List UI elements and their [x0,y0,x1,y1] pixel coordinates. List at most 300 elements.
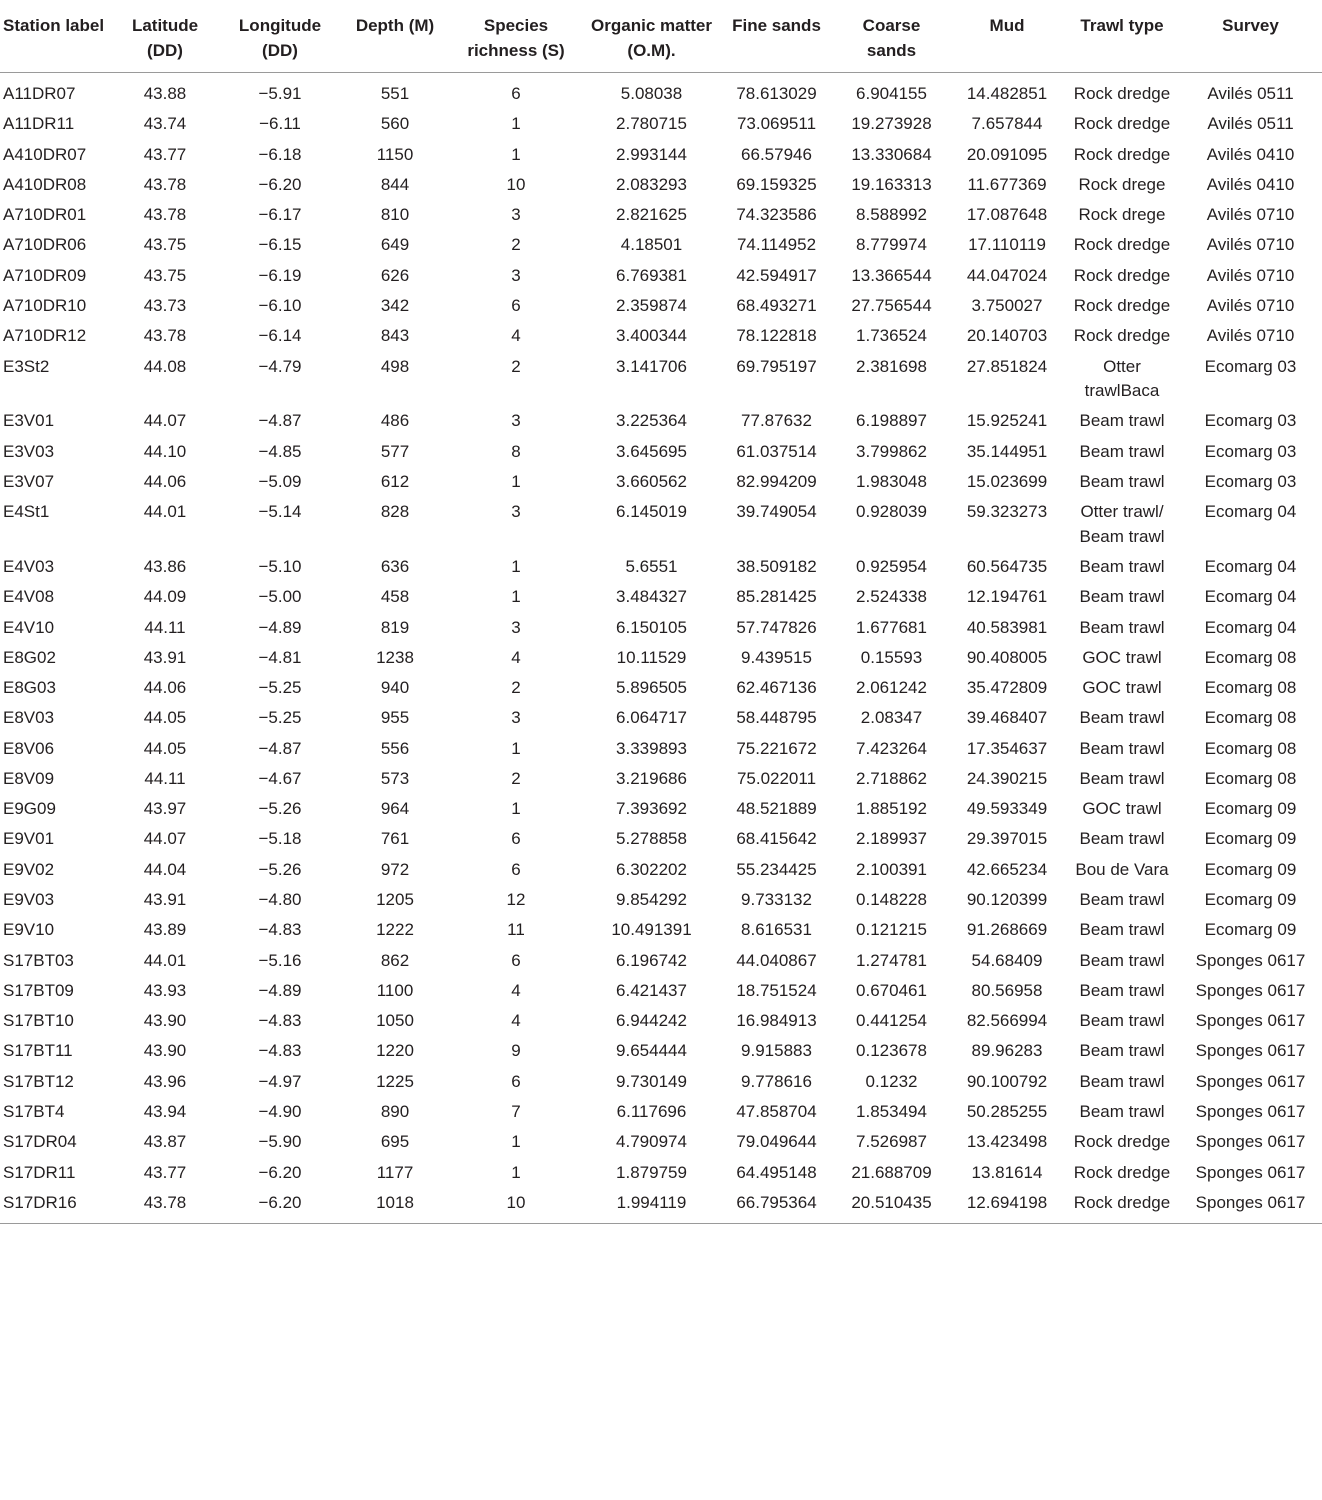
latitude-cell: 44.06 [143,471,187,491]
mud-cell: 90.120399 [966,890,1048,910]
survey-cell: Avilés 0710 [1206,265,1295,285]
coarse-sands-cell: 0.928039 [856,502,927,522]
mud-cell: 11.677369 [967,174,1047,194]
species-richness-cell: 1 [511,799,521,819]
latitude-cell: 44.10 [143,441,187,461]
table-row [0,1036,1322,1066]
mud-cell: 15.925241 [966,411,1048,431]
fine-sands-cell: 9.915883 [741,1041,812,1061]
header-longitude: Longitude (DD) [218,4,342,73]
coarse-sands-cell: 21.688709 [851,1162,932,1182]
table-row [0,291,1322,321]
latitude-cell: 44.08 [143,356,187,376]
latitude-cell: 43.77 [143,1162,187,1182]
station-label-cell: S17DR04 [3,1132,77,1152]
header-latitude: Latitude (DD) [112,4,218,73]
mud-cell: 3.750027 [971,295,1043,315]
trawl-type-cell: Beam trawl [1079,980,1165,1000]
organic-matter-cell: 9.730149 [616,1071,687,1091]
latitude-cell: 43.88 [143,84,187,103]
fine-sands-cell: 9.778616 [741,1071,812,1091]
fine-sands-cell: 18.751524 [736,980,817,1000]
trawl-type-cell: Rock dredge [1073,326,1171,346]
station-label-cell: A710DR09 [3,265,87,285]
fine-sands-cell: 9.439515 [741,647,812,667]
coarse-sands-cell: 3.799862 [856,441,927,461]
depth-cell: 1205 [376,890,414,910]
table-row [0,351,1322,406]
fine-sands-cell: 44.040867 [736,950,817,970]
coarse-sands-cell: 2.061242 [856,678,927,698]
organic-matter-cell: 3.645695 [616,441,687,461]
survey-cell: Ecomarg 09 [1204,920,1297,940]
table-row [0,109,1322,139]
species-richness-cell: 1 [511,556,521,576]
depth-cell: 636 [380,556,410,576]
station-label-cell: A410DR07 [3,144,87,164]
trawl-type-cell: Beam trawl [1079,1102,1165,1121]
organic-matter-cell: 6.769381 [616,265,687,285]
table-row [0,230,1322,260]
mud-cell: 12.194761 [966,587,1048,607]
trawl-type-cell: Otter trawlBaca [1084,356,1160,401]
longitude-cell: −5.91 [258,84,302,103]
trawl-type-cell: Beam trawl [1079,738,1165,758]
trawl-type-cell: Rock dredge [1073,295,1171,315]
latitude-cell: 43.78 [143,205,187,225]
station-label-cell: A710DR10 [3,295,87,315]
longitude-cell: −5.90 [258,1132,302,1152]
species-richness-cell: 6 [511,859,521,879]
table-row [0,1006,1322,1036]
table-row [0,170,1322,200]
coarse-sands-cell: 8.779974 [856,235,927,255]
mud-cell: 59.323273 [966,502,1048,522]
mud-cell: 40.583981 [966,617,1048,637]
fine-sands-cell: 47.858704 [736,1102,817,1121]
species-richness-cell: 4 [511,326,521,346]
trawl-type-cell: Rock dredge [1073,235,1171,255]
trawl-type-cell: Beam trawl [1079,617,1165,637]
survey-cell: Ecomarg 04 [1204,556,1297,576]
longitude-cell: −4.83 [258,1011,302,1031]
latitude-cell: 43.78 [112,1188,218,1224]
depth-cell: 810 [380,205,410,225]
survey-cell: Sponges 0617 [1195,1162,1306,1182]
longitude-cell: −4.97 [258,1071,302,1091]
fine-sands-cell: 64.495148 [736,1162,817,1182]
trawl-type-cell: Rock dredge [1073,265,1171,285]
latitude-cell: 43.91 [143,890,187,910]
depth-cell: 843 [380,326,410,346]
trawl-type-cell: Rock dredge [1073,1162,1171,1182]
latitude-cell: 43.87 [143,1132,187,1152]
fine-sands-cell: 69.159325 [736,174,817,194]
station-label-cell: S17BT11 [3,1041,73,1061]
mud-cell: 49.593349 [966,799,1048,819]
trawl-type-cell: Beam trawl [1079,1071,1165,1091]
organic-matter-cell: 9.854292 [616,890,687,910]
longitude-cell: −6.17 [258,205,302,225]
trawl-type-cell: Beam trawl [1079,411,1165,431]
depth-cell: 964 [380,799,410,819]
table-row [0,945,1322,975]
trawl-type-cell: Beam trawl [1079,1011,1165,1031]
fine-sands-cell: 75.221672 [736,738,817,758]
species-richness-cell: 8 [511,441,521,461]
fine-sands-cell: 48.521889 [736,799,817,819]
depth-cell: 498 [380,356,410,376]
table-row [0,200,1322,230]
coarse-sands-cell: 13.330684 [851,144,932,164]
table-row [0,824,1322,854]
fine-sands-cell: 58.448795 [736,708,817,728]
depth-cell: 819 [380,617,410,637]
species-richness-cell: 1 [511,144,521,164]
trawl-type-cell: Rock dredge [1073,84,1171,103]
header-species-richness: Species richness (S) [448,4,584,73]
mud-cell: 44.047024 [966,265,1048,285]
latitude-cell: 44.11 [144,617,186,637]
organic-matter-cell: 5.08038 [620,84,683,103]
latitude-cell: 43.91 [143,647,187,667]
species-richness-cell: 4 [511,1011,521,1031]
table-body [0,73,1322,1224]
station-label-cell: E3V03 [3,441,55,461]
table-row [0,794,1322,824]
survey-cell: Avilés 0710 [1206,205,1295,225]
depth-cell: 612 [380,471,410,491]
longitude-cell: −5.26 [258,859,302,879]
latitude-cell: 43.97 [143,799,187,819]
fine-sands-cell: 82.994209 [736,471,817,491]
fine-sands-cell: 61.037514 [736,441,817,461]
species-richness-cell: 11 [507,920,525,940]
latitude-cell: 44.07 [143,829,187,849]
species-richness-cell: 2 [511,235,521,255]
mud-cell: 13.423498 [966,1132,1048,1152]
species-richness-cell: 6 [511,295,521,315]
trawl-type-cell: Beam trawl [1079,708,1165,728]
species-richness-cell: 1 [511,1162,521,1182]
species-richness-cell: 6 [511,950,521,970]
organic-matter-cell: 3.484327 [616,587,687,607]
table-row [0,1157,1322,1187]
survey-cell: Sponges 0617 [1179,1188,1322,1224]
latitude-cell: 43.96 [143,1071,187,1091]
survey-cell: Avilés 0511 [1207,84,1294,103]
trawl-type-cell: Rock drege [1078,174,1166,194]
trawl-type-cell: Beam trawl [1079,890,1165,910]
mud-cell: 42.665234 [966,859,1048,879]
coarse-sands-cell: 6.904155 [856,84,927,103]
mud-cell: 24.390215 [966,768,1048,788]
depth-cell: 1220 [376,1041,414,1061]
depth-cell: 1238 [376,647,414,667]
table-row [0,976,1322,1006]
station-label-cell: A710DR12 [3,326,87,346]
survey-cell: Sponges 0617 [1195,1041,1306,1061]
longitude-cell: −5.26 [258,799,302,819]
longitude-cell: −4.85 [258,441,302,461]
table-row [0,1067,1322,1097]
latitude-cell: 44.01 [143,950,187,970]
organic-matter-cell: 6.302202 [616,859,687,879]
survey-cell: Ecomarg 08 [1204,708,1297,728]
organic-matter-cell: 6.145019 [616,502,687,522]
survey-cell: Ecomarg 09 [1204,890,1297,910]
coarse-sands-cell: 0.15593 [860,647,923,667]
latitude-cell: 44.05 [143,708,187,728]
survey-cell: Ecomarg 03 [1204,471,1297,491]
coarse-sands-cell: 27.756544 [851,295,932,315]
organic-matter-cell: 3.141706 [616,356,687,376]
survey-cell: Sponges 0617 [1195,1011,1306,1031]
mud-cell: 7.657844 [971,114,1043,134]
species-richness-cell: 3 [511,708,521,728]
header-trawl-type: Trawl type [1065,4,1179,73]
fine-sands-cell: 78.613029 [736,84,817,103]
organic-matter-cell: 6.196742 [616,950,687,970]
species-richness-cell: 3 [511,205,521,225]
mud-cell: 14.482851 [966,84,1048,103]
fine-sands-cell: 74.114952 [736,235,817,255]
latitude-cell: 43.75 [143,265,187,285]
station-label-cell: E3V01 [3,411,55,431]
table-row [0,1188,1322,1224]
station-label-cell: A710DR06 [3,235,87,255]
depth-cell: 695 [380,1132,410,1152]
species-richness-cell: 3 [511,411,521,431]
mud-cell: 35.472809 [966,678,1048,698]
organic-matter-cell: 6.944242 [616,1011,687,1031]
station-label-cell: E8V06 [3,738,55,758]
depth-cell: 556 [380,738,410,758]
species-richness-cell: 9 [511,1041,521,1061]
fine-sands-cell: 8.616531 [741,920,812,940]
latitude-cell: 43.89 [143,920,187,940]
longitude-cell: −4.87 [258,411,302,431]
longitude-cell: −5.09 [258,471,302,491]
coarse-sands-cell: 13.366544 [851,265,932,285]
coarse-sands-cell: 1.853494 [856,1102,927,1121]
table-row [0,885,1322,915]
fine-sands-cell: 85.281425 [736,587,817,607]
station-label-cell: E9V03 [3,890,55,910]
coarse-sands-cell: 1.885192 [856,799,927,819]
trawl-type-cell: Rock drege [1078,205,1166,225]
longitude-cell: −4.89 [258,980,302,1000]
organic-matter-cell: 10.11529 [616,647,687,667]
longitude-cell: −4.89 [258,617,302,637]
longitude-cell: −5.14 [258,502,302,522]
survey-cell: Sponges 0617 [1195,1132,1306,1152]
organic-matter-cell: 3.219686 [616,768,687,788]
survey-cell: Avilés 0511 [1207,114,1294,134]
organic-matter-cell: 6.064717 [616,708,687,728]
species-richness-cell: 3 [511,502,521,522]
fine-sands-cell: 57.747826 [736,617,817,637]
station-label-cell: S17BT12 [3,1071,74,1091]
latitude-cell: 43.78 [143,174,187,194]
fine-sands-cell: 66.57946 [741,144,812,164]
station-label-cell: S17DR16 [0,1188,112,1224]
fine-sands-cell: 66.795364 [719,1188,834,1224]
organic-matter-cell: 1.879759 [616,1162,687,1182]
organic-matter-cell: 6.117696 [616,1102,687,1121]
longitude-cell: −4.83 [258,1041,302,1061]
mud-cell: 90.100792 [966,1071,1048,1091]
station-label-cell: E4St1 [3,502,50,522]
longitude-cell: −6.14 [258,326,302,346]
depth-cell: 1177 [376,1162,414,1182]
station-label-cell: E8G02 [3,647,56,667]
mud-cell: 12.694198 [949,1188,1065,1224]
depth-cell: 761 [380,829,410,849]
latitude-cell: 43.74 [143,114,187,134]
fine-sands-cell: 42.594917 [736,265,817,285]
mud-cell: 54.68409 [971,950,1043,970]
latitude-cell: 43.94 [143,1102,187,1121]
header-coarse-sands: Coarse sands [834,4,949,73]
depth-cell: 1150 [376,144,414,164]
survey-cell: Ecomarg 03 [1204,356,1297,376]
survey-cell: Ecomarg 04 [1204,502,1297,522]
station-label-cell: E3V07 [3,471,55,491]
latitude-cell: 43.77 [143,144,187,164]
species-richness-cell: 10 [506,174,526,194]
station-label-cell: E9V10 [3,920,55,940]
species-richness-cell: 1 [511,471,521,491]
fine-sands-cell: 79.049644 [736,1132,817,1152]
organic-matter-cell: 2.359874 [616,295,687,315]
organic-matter-cell: 2.780715 [616,114,687,134]
depth-cell: 577 [380,441,410,461]
trawl-type-cell: Rock dredge [1065,1188,1179,1224]
station-label-cell: A11DR11 [3,114,75,134]
table-row [0,467,1322,497]
survey-cell: Avilés 0710 [1206,235,1295,255]
table-row [0,406,1322,436]
table-row [0,139,1322,169]
trawl-type-cell: GOC trawl [1082,799,1162,819]
coarse-sands-cell: 2.718862 [856,768,927,788]
survey-cell: Ecomarg 04 [1204,617,1297,637]
longitude-cell: −4.83 [258,920,302,940]
longitude-cell: −6.10 [258,295,302,315]
station-label-cell: E4V10 [3,617,55,637]
fine-sands-cell: 68.415642 [736,829,817,849]
fine-sands-cell: 9.733132 [741,890,812,910]
organic-matter-cell: 1.994119 [584,1188,719,1224]
survey-cell: Ecomarg 09 [1204,829,1297,849]
depth-cell: 940 [380,678,410,698]
longitude-cell: −6.20 [258,1162,302,1182]
table-row [0,643,1322,673]
station-label-cell: E8G03 [3,678,56,698]
organic-matter-cell: 2.083293 [616,174,687,194]
organic-matter-cell: 5.6551 [625,556,678,576]
station-label-cell: S17BT10 [3,1011,74,1031]
mud-cell: 90.408005 [966,647,1048,667]
table-row [0,915,1322,945]
table-row [0,321,1322,351]
trawl-type-cell: Rock dredge [1073,144,1171,164]
latitude-cell: 43.73 [143,295,187,315]
table-row [0,703,1322,733]
mud-cell: 13.81614 [971,1162,1043,1182]
table-row [0,764,1322,794]
station-label-cell: E9V01 [3,829,55,849]
mud-cell: 50.285255 [966,1102,1048,1121]
trawl-type-cell: Beam trawl [1079,587,1165,607]
depth-cell: 1100 [376,980,414,1000]
coarse-sands-cell: 1.736524 [856,326,927,346]
coarse-sands-cell: 19.163313 [851,174,932,194]
table-row [0,1097,1322,1127]
coarse-sands-cell: 2.381698 [856,356,927,376]
station-label-cell: A410DR08 [3,174,87,194]
mud-cell: 82.566994 [966,1011,1048,1031]
station-label-cell: E8V03 [3,708,55,728]
latitude-cell: 43.86 [143,556,187,576]
longitude-cell: −6.18 [258,144,302,164]
header-row [0,4,1322,73]
depth-cell: 862 [380,950,410,970]
species-richness-cell: 1 [511,114,521,134]
header-fine-sands: Fine sands [719,4,834,73]
latitude-cell: 44.11 [144,768,186,788]
species-richness-cell: 1 [511,587,521,607]
mud-cell: 39.468407 [966,708,1048,728]
table-row [0,1127,1322,1157]
depth-cell: 890 [380,1102,410,1121]
organic-matter-cell: 2.993144 [616,144,687,164]
table-row [0,582,1322,612]
station-label-cell: A11DR07 [3,84,76,103]
survey-cell: Ecomarg 08 [1204,768,1297,788]
longitude-cell: −5.16 [258,950,302,970]
coarse-sands-cell: 2.524338 [856,587,927,607]
depth-cell: 551 [380,84,410,103]
longitude-cell: −4.81 [258,647,302,667]
trawl-type-cell: Beam trawl [1079,768,1165,788]
header-depth: Depth (M) [342,4,448,73]
trawl-type-cell: GOC trawl [1082,647,1162,667]
survey-cell: Sponges 0617 [1195,1071,1306,1091]
coarse-sands-cell: 20.510435 [834,1188,949,1224]
coarse-sands-cell: 1.274781 [856,950,927,970]
depth-cell: 626 [380,265,410,285]
latitude-cell: 43.75 [143,235,187,255]
latitude-cell: 43.78 [143,326,187,346]
organic-matter-cell: 3.225364 [616,411,687,431]
station-label-cell: E4V08 [3,587,55,607]
longitude-cell: −6.19 [258,265,302,285]
trawl-type-cell: Otter trawl/ Beam trawl [1079,502,1165,546]
depth-cell: 1225 [376,1071,414,1091]
header-organic-matter: Organic matter (O.M). [584,4,719,73]
longitude-cell: −4.67 [258,768,302,788]
trawl-type-cell: Beam trawl [1079,556,1165,576]
coarse-sands-cell: 1.983048 [856,471,927,491]
latitude-cell: 44.01 [143,502,187,522]
mud-cell: 80.56958 [971,980,1043,1000]
organic-matter-cell: 3.400344 [616,326,687,346]
longitude-cell: −6.11 [259,114,301,134]
coarse-sands-cell: 6.198897 [856,411,927,431]
survey-cell: Avilés 0710 [1206,295,1295,315]
